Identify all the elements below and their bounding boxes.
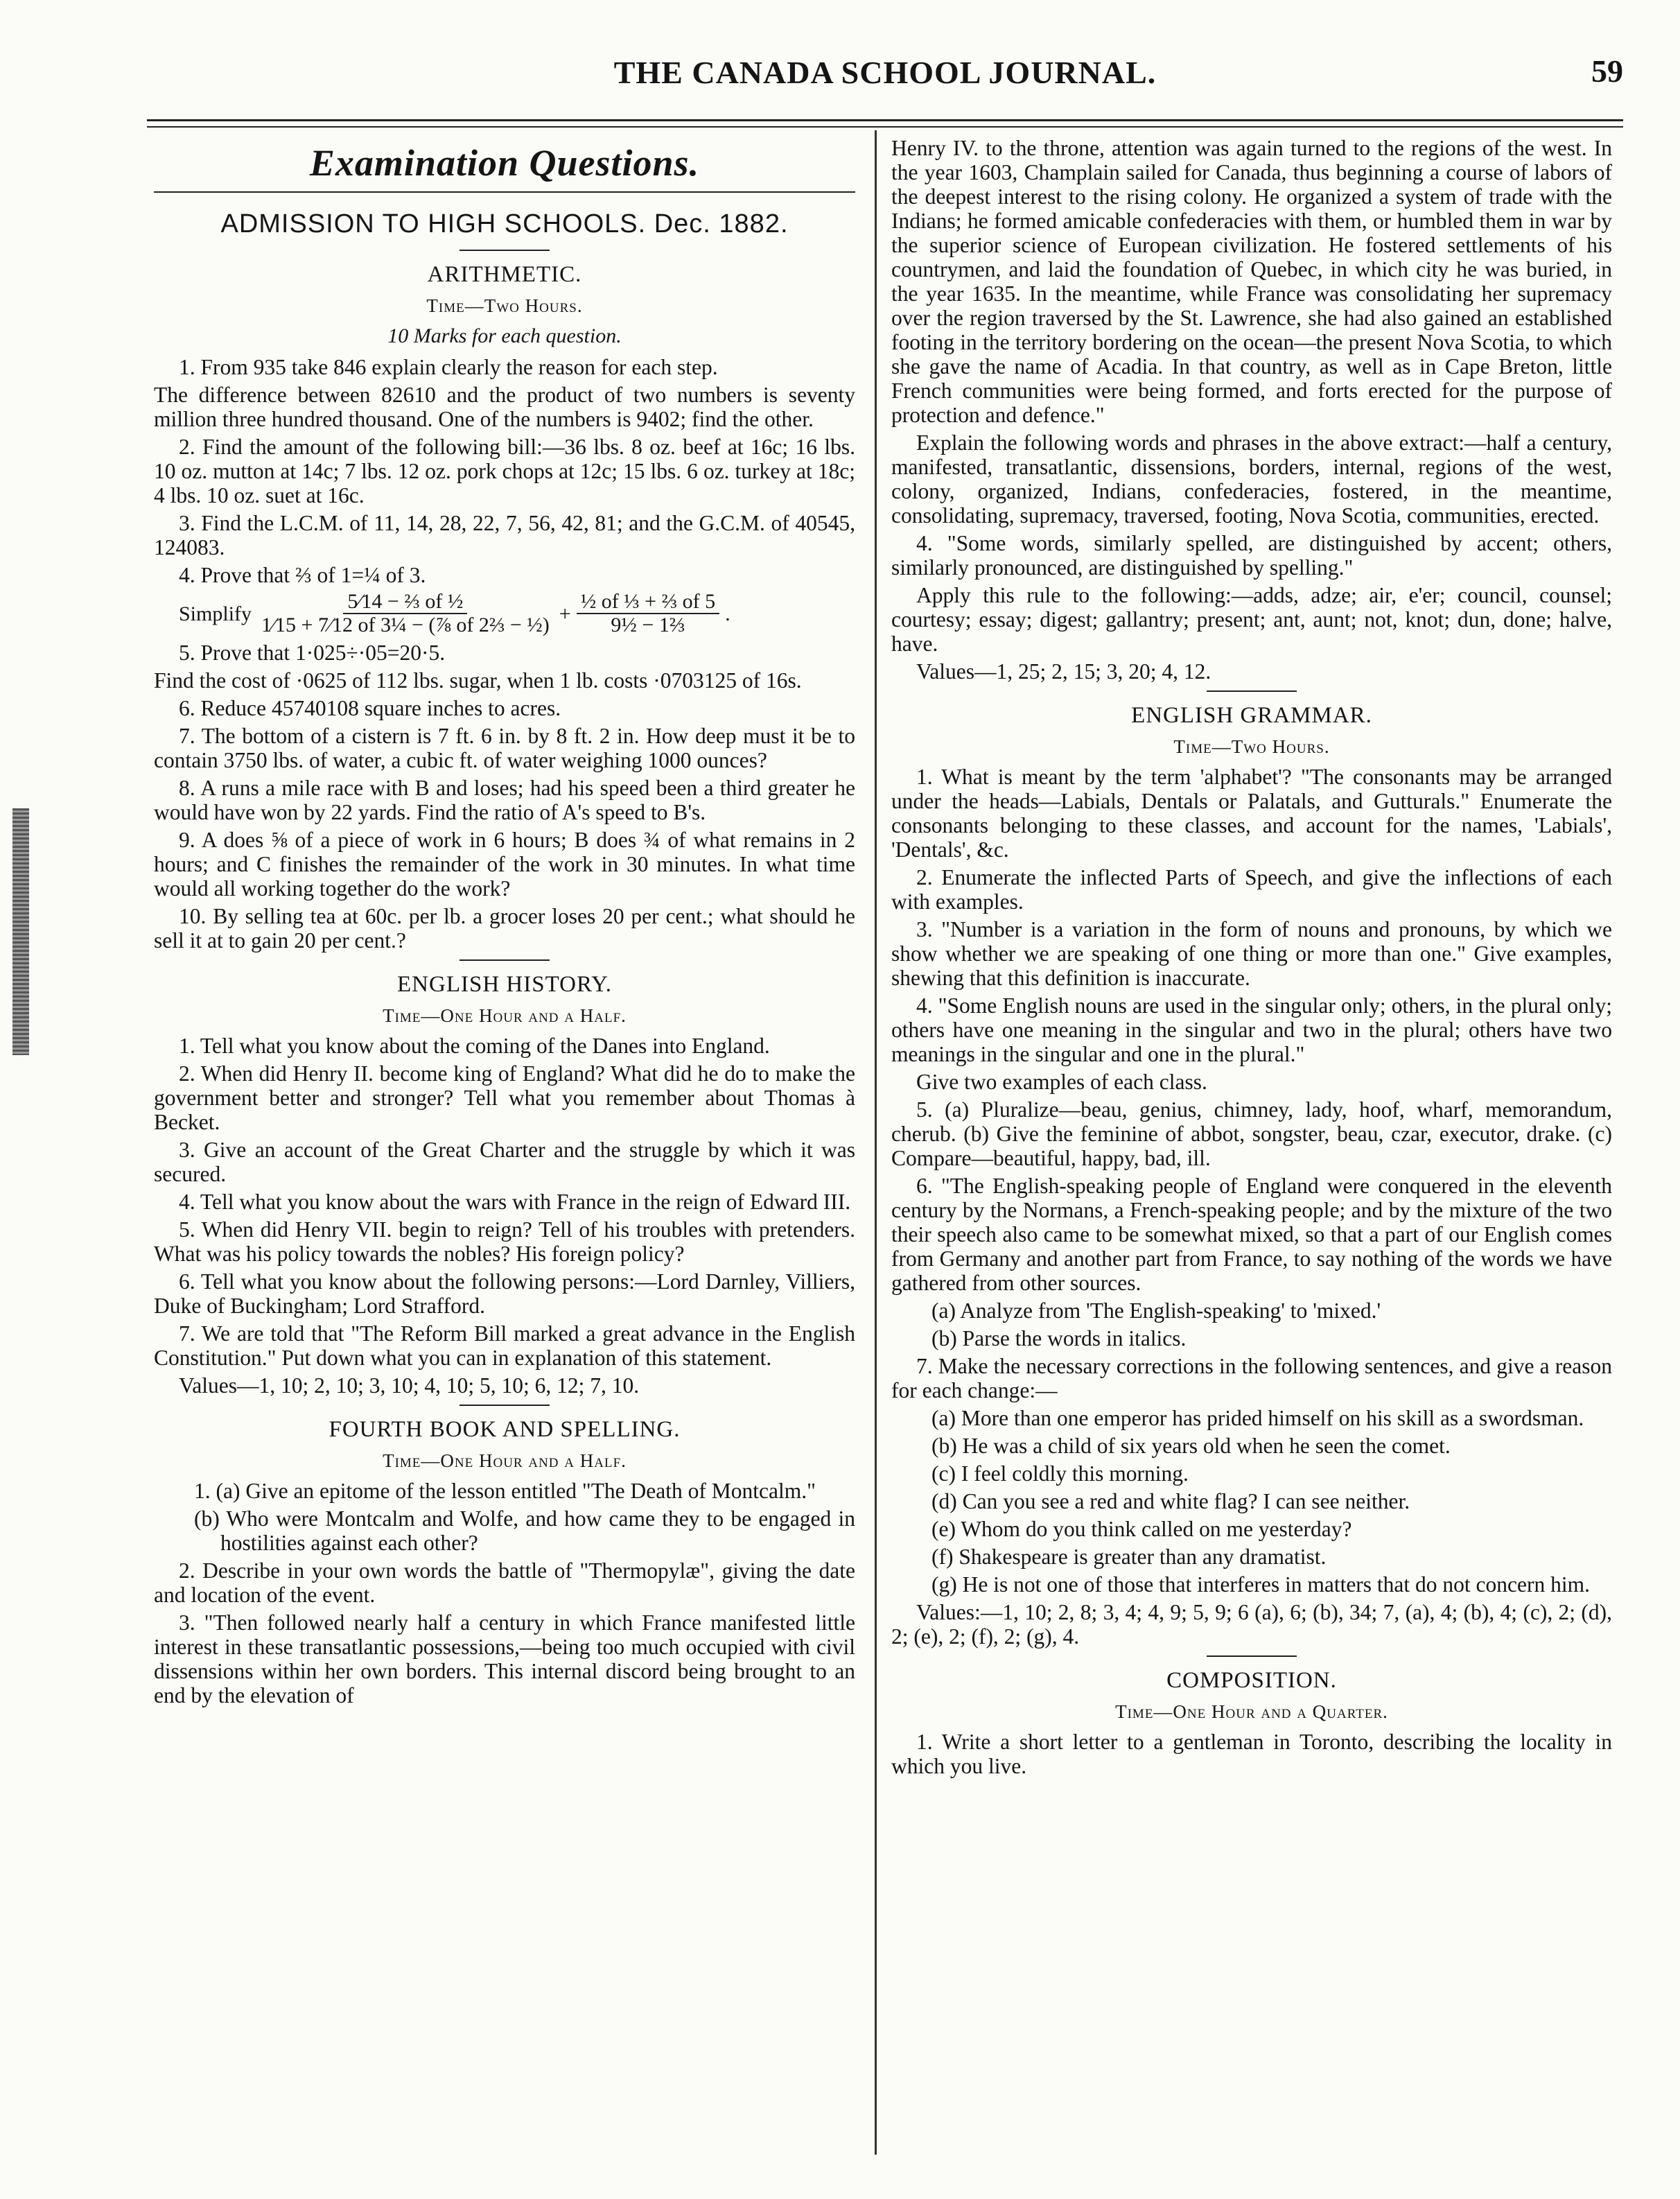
grammar-values: Values:—1, 10; 2, 8; 3, 4; 4, 9; 5, 9; 6 (a), 6; (b), 34; 7, (a), 4; (b), 4; (c), 2; (d), 2; (e), 2; (f), 2; (g), 4. xyxy=(891,1600,1612,1649)
gram-q2: 2. Enumerate the inflected Parts of Speech, and give the inflections of each with examples. xyxy=(891,865,1612,914)
history-heading: ENGLISH HISTORY. xyxy=(397,972,612,997)
history-time: Time—One Hour and a Half. xyxy=(383,1005,627,1026)
fraction-1-numerator: 5⁄14 − ⅔ of ½ xyxy=(343,591,467,614)
grammar-heading: ENGLISH GRAMMAR. xyxy=(1131,703,1372,728)
arith-q7: 7. The bottom of a cistern is 7 ft. 6 in. by 8 ft. 2 in. How deep must it be to contain 3750 lbs. of water, a cubic ft. of water weighing 1000 ounces? xyxy=(154,724,855,772)
page-number: 59 xyxy=(1591,53,1623,89)
section-title: Examination Questions. xyxy=(309,142,700,184)
arith-q4: 4. Prove that ⅔ of 1=¼ of 3. xyxy=(179,563,426,587)
gram-q7: 7. Make the necessary corrections in the following sentences, and give a reason for each change:— xyxy=(891,1354,1612,1402)
fraction-2-denominator: 9½ − 1⅔ xyxy=(611,614,685,636)
simplify-label: Simplify xyxy=(179,602,252,625)
composition-heading: COMPOSITION. xyxy=(1166,1668,1337,1693)
short-rule xyxy=(460,959,550,961)
gram-q6a: (a) Analyze from 'The English-speaking' to 'mixed.' xyxy=(931,1298,1381,1323)
arith-q10: 10. By selling tea at 60c. per lb. a grocer loses 20 per cent.; what should he sell it at to gain 20 per cent.? xyxy=(154,904,855,953)
gram-q6: 6. "The English-speaking people of England were conquered in the eleventh century by the Normans, a French-speaking people; and by the mixture of the two their speech also came to be somewhat mixed, so that a part of our English comes from Germany and another part from France, to say nothing of the words we have gathered from other sources. xyxy=(891,1174,1612,1295)
apply-rule: Apply this rule to the following:—adds, adze; air, e'er; council, counsel; courtesy; essay; digest; gallantry; present; ant, aunt; not, knot; dun, done; halve, have. xyxy=(891,583,1612,656)
gram-q4: 4. "Some English nouns are used in the singular only; others, in the plural only; others have one meaning in the singular and two in the plural; others have two meanings in the singular and one in the plural." xyxy=(891,993,1612,1066)
hist-q5: 5. When did Henry VII. begin to reign? Tell of his troubles with pretenders. What was his policy towards the nobles? His foreign policy? xyxy=(154,1217,855,1266)
right-column xyxy=(891,136,1612,2160)
gram-q7a: (a) More than one emperor has prided himself on his skill as a swordsman. xyxy=(931,1406,1584,1430)
gram-q7d: (d) Can you see a red and white flag? I can see neither. xyxy=(931,1489,1410,1513)
header-rule xyxy=(147,119,1623,128)
simplify-expression xyxy=(179,591,855,636)
fraction-2-numerator: ½ of ⅓ + ⅔ of 5 xyxy=(577,591,719,614)
arith-q8: 8. A runs a mile race with B and loses; had his speed been a third greater he would have won by 22 yards. Find the ratio of A's speed to B's. xyxy=(154,776,855,824)
gram-q3: 3. "Number is a variation in the form of nouns and pronouns, by which we show whether we are speaking of one thing or more than one." Give examples, shewing that this definition is inaccurate. xyxy=(891,917,1612,990)
hist-q2: 2. When did Henry II. become king of England? What did he do to make the government better and stronger? Tell what you remember about Thomas à Becket. xyxy=(154,1061,855,1134)
hist-q4: 4. Tell what you know about the wars with France in the reign of Edward III. xyxy=(179,1190,851,1214)
comp-q1: 1. Write a short letter to a gentleman in Toronto, describing the locality in which you live. xyxy=(891,1730,1612,1778)
left-column xyxy=(154,136,855,2160)
gram-q7b: (b) He was a child of six years old when he seen the comet. xyxy=(931,1434,1451,1458)
fourth-q1b: (b) Who were Montcalm and Wolfe, and how came they to be engaged in hostilities against each other? xyxy=(194,1506,855,1555)
journal-title: THE CANADA SCHOOL JOURNAL. xyxy=(613,55,1157,90)
page-header xyxy=(147,50,1623,105)
period: . xyxy=(725,602,730,625)
gram-q5: 5. (a) Pluralize—beau, genius, chimney, lady, hoof, wharf, memorandum, cherub. (b) Give the feminine of abbot, songster, beau, czar, executor, drake. (c) Compare—beautiful, happy, bad, ill. xyxy=(891,1097,1612,1170)
fraction-1-denominator: 1⁄15 + 7⁄12 of 3¼ − (⅞ of 2⅔ − ½) xyxy=(261,614,550,636)
fraction-2 xyxy=(577,591,719,636)
fourth-q4: 4. "Some words, similarly spelled, are distinguished by accent; others, similarly pronounced, are distinguished by spelling." xyxy=(891,531,1612,580)
section-rule xyxy=(154,191,855,193)
arith-q1b: The difference between 82610 and the product of two numbers is seventy million three hundred thousand. One of the numbers is 9402; find the other. xyxy=(154,383,855,431)
arith-q9: 9. A does ⅝ of a piece of work in 6 hours; B does ¾ of what remains in 2 hours; and C finishes the remainder of the work in 30 minutes. In what time would all working together do the work? xyxy=(154,828,855,901)
gram-q7e: (e) Whom do you think called on me yesterday? xyxy=(931,1517,1352,1541)
arith-q1: 1. From 935 take 846 explain clearly the reason for each step. xyxy=(179,355,718,379)
gram-q7f: (f) Shakespeare is greater than any dramatist. xyxy=(931,1545,1327,1569)
explain-question: Explain the following words and phrases in the above extract:—half a century, manifested, transatlantic, dissensions, borders, internal, regions of the west, colony, organized, Indians, confederacies, fostered, in the meantime, consolidating, supremacy, traversed, footing, Nova Scotia, communities, erected. xyxy=(891,431,1612,528)
arithmetic-heading: ARITHMETIC. xyxy=(427,262,582,287)
grammar-time: Time—Two Hours. xyxy=(1173,736,1330,757)
arithmetic-marks: 10 Marks for each question. xyxy=(387,324,622,347)
arith-q6: 6. Reduce 45740108 square inches to acres. xyxy=(179,696,561,720)
column-divider xyxy=(875,130,877,2155)
fourth-q2: 2. Describe in your own words the battle of "Thermopylæ", giving the date and location of the event. xyxy=(154,1558,855,1607)
fraction-1 xyxy=(257,591,554,636)
exam-subtitle: ADMISSION TO HIGH SCHOOLS. Dec. 1882. xyxy=(220,209,789,238)
hist-q1: 1. Tell what you know about the coming of the Danes into England. xyxy=(179,1034,770,1058)
fourth-book-time: Time—One Hour and a Half. xyxy=(383,1450,627,1471)
hist-q7: 7. We are told that "The Reform Bill marked a great advance in the English Constitution." Put down what you can in explanation of this statement. xyxy=(154,1321,855,1370)
extract-continuation: Henry IV. to the throne, attention was again turned to the regions of the west. In the year 1603, Champlain sailed for Canada, thus beginning a course of labors of the deepest interest to the rising colony. He organized a system of trade with the Indians; he formed amicable confederacies with them, or humbled them in war by the superior science of European civilization. He fostered settlements of his countrymen, and laid the foundation of Quebec, in which city he was buried, in the year 1635. In the meantime, while France was consolidating her supremacy over the region traversed by the St. Lawrence, she had also gained an established footing in the territory bordering on the ocean—the present Nova Scotia, to which she gave the name of Acadia. In that country, as well as in Cape Breton, little French communities were being formed, and forts erected for the purpose of protection and defence." xyxy=(891,136,1612,427)
hist-values: Values—1, 10; 2, 10; 3, 10; 4, 10; 5, 10; 6, 12; 7, 10. xyxy=(179,1373,640,1398)
short-rule xyxy=(1207,690,1297,692)
arith-q5b: Find the cost of ·0625 of 112 lbs. sugar, when 1 lb. costs ·0703125 of 16s. xyxy=(154,668,802,693)
arith-q5: 5. Prove that 1·025÷·05=20·5. xyxy=(179,641,446,665)
gram-q4b: Give two examples of each class. xyxy=(916,1070,1207,1094)
short-rule xyxy=(460,250,550,251)
short-rule xyxy=(1207,1655,1297,1657)
composition-time: Time—One Hour and a Quarter. xyxy=(1115,1701,1388,1722)
short-rule xyxy=(460,1405,550,1406)
gram-q1: 1. What is meant by the term 'alphabet'? "The consonants may be arranged under the heads—Labials, Dentals or Palatals, and Gutturals." Enumerate the consonants belonging to these classes, and account for the names, 'Labials', 'Dentals', &c. xyxy=(891,765,1612,862)
arith-q3: 3. Find the L.C.M. of 11, 14, 28, 22, 7, 56, 42, 81; and the G.C.M. of 40545, 124083. xyxy=(154,511,855,559)
arith-q2: 2. Find the amount of the following bill:—36 lbs. 8 oz. beef at 16c; 16 lbs. 10 oz. mutton at 14c; 7 lbs. 12 oz. pork chops at 12c; 15 lbs. 6 oz. turkey at 18c; 4 lbs. 10 oz. suet at 16c. xyxy=(154,435,855,507)
gram-q7g: (g) He is not one of those that interferes in matters that do not concern him. xyxy=(931,1572,1590,1597)
fourth-values: Values—1, 25; 2, 15; 3, 20; 4, 12. xyxy=(916,659,1211,684)
fourth-q3: 3. "Then followed nearly half a century in which France manifested little interest in these transatlantic possessions,—being too much occupied with civil dissensions within her own borders. This internal discord being brought to an end by the elevation of xyxy=(154,1610,855,1707)
gram-q6b: (b) Parse the words in italics. xyxy=(931,1326,1187,1350)
fourth-book-heading: FOURTH BOOK AND SPELLING. xyxy=(329,1417,681,1442)
fourth-q1a: 1. (a) Give an epitome of the lesson entitled "The Death of Montcalm." xyxy=(194,1479,816,1503)
scan-margin-mark xyxy=(12,808,29,1055)
arithmetic-time: Time—Two Hours. xyxy=(426,295,583,316)
gram-q7c: (c) I feel coldly this morning. xyxy=(931,1461,1189,1486)
hist-q3: 3. Give an account of the Great Charter and the struggle by which it was secured. xyxy=(154,1138,855,1186)
plus-sign: + xyxy=(559,602,571,625)
hist-q6: 6. Tell what you know about the following persons:—Lord Darnley, Villiers, Duke of Buckingham; Lord Strafford. xyxy=(154,1269,855,1318)
